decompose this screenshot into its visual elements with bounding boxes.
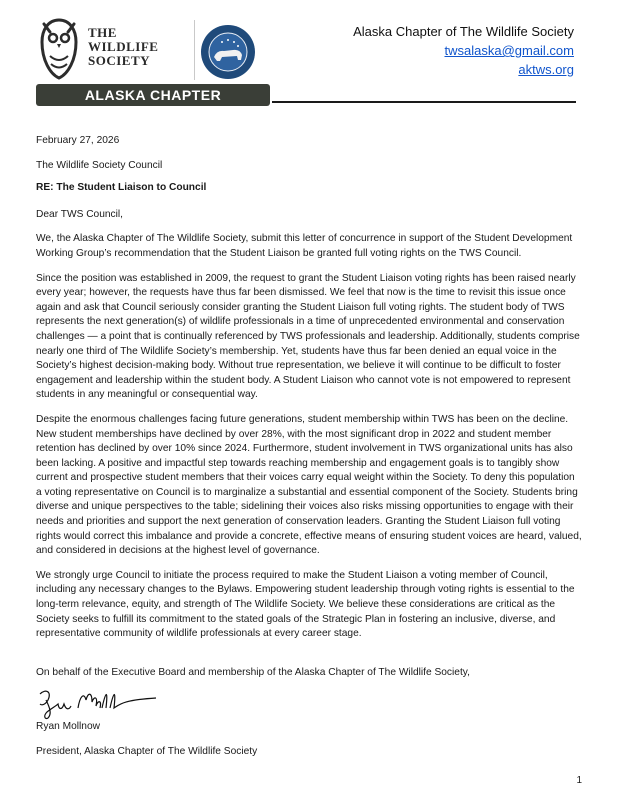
paragraph: Despite the enormous challenges facing future generations, student membership within TWS has been on the decline. New student memberships have declined by over 28%, with the most significant drop in 2022 and student member retention has declined by over 10% since 2024. Furthermore, student involvement in TWS organizational units has also been lacking. A positive and impactful step towards reaching membership and engagement goals is to tangibly show current and prospective student members that their voices carry equal weight within the Society. To deny this population a voting representative on Council is to marginalize a substantial and essential component of the Society. Students bring diverse and unique perspectives to the table; sidelining their voices also risks missing opportunities to engage with their needs and priorities and support the next generation of conservation leaders. Granting the Student Liaison full voting rights would correct this imbalance and provide a concrete, effective means of ensuring student voices are heard, valued, and considered in decisions at the highest level of governance. [36, 413, 582, 557]
handwritten-signature [36, 686, 166, 720]
paragraph: We strongly urge Council to initiate the process required to make the Student Liaison a voting member of Council, including any necessary changes to the Bylaws. Empowering student leadership through voting rights is essential to the long-term relevance, equity, and strength of The Wildlife Society. We believe these considerations are critical as the Society seeks to fulfill its commitment to the stated goals of the Strategic Plan in fostering an inclusive, diverse, and representative community of wildlife professionals at every career stage. [36, 569, 575, 640]
closing-line: On behalf of the Executive Board and membership of the Alaska Chapter of The Wildlife Society, [36, 666, 470, 678]
letterhead-contact [353, 22, 574, 79]
logo-divider [194, 20, 195, 80]
salutation: Dear TWS Council, [36, 208, 123, 220]
subject-line: RE: The Student Liaison to Council [36, 182, 207, 194]
organization-name: Alaska Chapter of The Wildlife Society [353, 24, 574, 39]
paragraph: Since the position was established in 2009, the request to grant the Student Liaison voting rights has been raised nearly every year; however, the requests have thus far been dismissed. We feel that now is the time to revisit this issue once again and ask that Council seriously consider granting the Student Liaison full voting rights. The student body of TWS represents the next generation(s) of wildlife professionals in a time of unprecedented environmental and conservation challenges — a point that is continually referenced by TWS professionals and leadership. Additionally, students comprise nearly one third of The Wildlife Society’s membership. Yet, students have thus far been denied an equal voice in the Society’s highest decision-making body. Without true representation, we believe it will continue to be difficult to foster engagement and leadership within the student body. A Student Liaison who cannot vote is not empowered to represent students in any meaningful or consequential way. [36, 272, 580, 401]
website-link[interactable]: aktws.org [518, 62, 574, 77]
letter-body [36, 134, 582, 770]
chapter-banner: ALASKA CHAPTER [36, 84, 270, 106]
email-link[interactable]: twsalaska@gmail.com [444, 43, 574, 58]
tws-wordmark: THE WILDLIFE SOCIETY [88, 25, 159, 68]
chapter-seal-icon [200, 24, 256, 80]
page-number: 1 [576, 775, 582, 786]
header-rule [272, 101, 576, 103]
paragraph: We, the Alaska Chapter of The Wildlife Society, submit this letter of concurrence in support of the Student Development Working Group’s recommendation that the Student Liaison be granted full voting rights on the TWS Council. [36, 233, 573, 259]
chapter-logo [36, 16, 246, 108]
owl-icon [36, 16, 82, 82]
signer-name: Ryan Mollnow [36, 721, 100, 733]
recipient: The Wildlife Society Council [36, 159, 163, 171]
letter-date: February 27, 2026 [36, 135, 120, 146]
signer-title: President, Alaska Chapter of The Wildlife Society [36, 746, 258, 757]
